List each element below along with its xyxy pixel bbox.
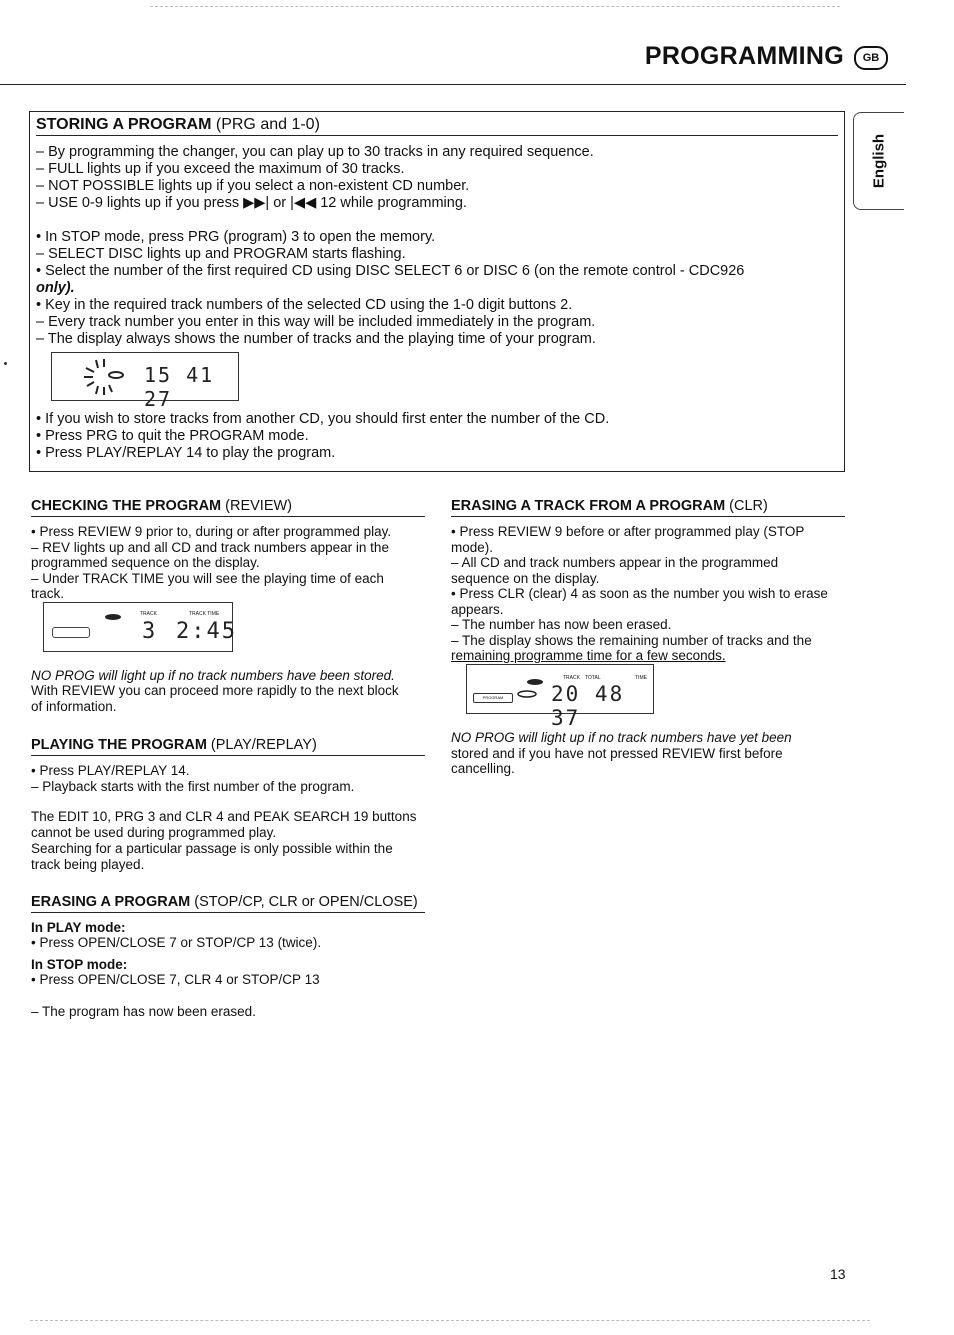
margin-dot bbox=[4, 362, 7, 365]
storing-line: – FULL lights up if you exceed the maximum of 30 tracks. bbox=[36, 161, 405, 177]
disc-flash-icon bbox=[82, 358, 132, 396]
storing-line: – SELECT DISC lights up and PROGRAM starts flashing. bbox=[36, 246, 406, 262]
track-time-label: TRACK TIME bbox=[189, 611, 220, 617]
storing-program-box bbox=[29, 111, 845, 472]
program-badge: PROGRAM bbox=[473, 693, 513, 703]
erasing-track-line: – All CD and track numbers appear in the programmed bbox=[451, 555, 779, 570]
disc-icon bbox=[104, 613, 122, 621]
playing-line: – Playback starts with the first number of the program. bbox=[31, 779, 355, 794]
storing-line: – The display always shows the number of tracks and the playing time of your program. bbox=[36, 331, 596, 347]
storing-line: – NOT POSSIBLE lights up if you select a non-existent CD number. bbox=[36, 178, 470, 194]
checking-line: – REV lights up and all CD and track numbers appear in the bbox=[31, 540, 389, 555]
storing-line: • Press PLAY/REPLAY 14 to play the program. bbox=[36, 445, 336, 461]
storing-line: • Press PRG to quit the PROGRAM mode. bbox=[36, 428, 309, 444]
play-mode-label: In PLAY mode: bbox=[31, 920, 126, 935]
erase-display bbox=[466, 664, 654, 730]
erasing-track-line: • Press CLR (clear) 4 as soon as the number you wish to erase bbox=[451, 586, 828, 601]
storing-line: – Every track number you enter in this way will be included immediately in the program. bbox=[36, 314, 596, 330]
storing-line: only). bbox=[36, 280, 75, 296]
checking-note: With REVIEW you can proceed more rapidly to the next block bbox=[31, 683, 399, 698]
erasing-track-line: appears. bbox=[451, 602, 504, 617]
erasing-track-heading-rest: (CLR) bbox=[725, 498, 768, 514]
storing-line: • Select the number of the first required CD using DISC SELECT 6 or DISC 6 (on the remote control - CDC926 bbox=[36, 263, 745, 279]
review-display bbox=[43, 602, 237, 652]
checking-note: NO PROG will light up if no track numbers have been stored. bbox=[31, 668, 395, 683]
erasing-program-heading bbox=[31, 894, 425, 913]
track-label: TRACK bbox=[563, 675, 580, 681]
storing-line: • In STOP mode, press PRG (program) 3 to open the memory. bbox=[36, 229, 436, 245]
rev-indicator bbox=[52, 627, 90, 638]
erase-result: – The program has now been erased. bbox=[31, 1004, 256, 1019]
page-title: PROGRAMMING bbox=[644, 42, 844, 70]
playing-note: The EDIT 10, PRG 3 and CLR 4 and PEAK SEARCH 19 buttons bbox=[31, 809, 417, 824]
header-rule bbox=[0, 84, 906, 85]
storing-line: • Key in the required track numbers of the selected CD using the 1-0 digit buttons 2. bbox=[36, 297, 573, 313]
scan-noise-bottom bbox=[30, 1320, 870, 1321]
erase-display-digits: 20 48 37 bbox=[551, 682, 625, 730]
playing-note: Searching for a particular passage is only possible within the bbox=[31, 841, 393, 856]
page-number: 13 bbox=[830, 1266, 846, 1282]
storing-program-heading bbox=[36, 116, 838, 136]
stop-mode-line: • Press OPEN/CLOSE 7, CLR 4 or STOP/CP 13 bbox=[31, 972, 320, 987]
erasing-track-line: – The display shows the remaining number of tracks and the bbox=[451, 633, 812, 648]
erasing-track-line: remaining programme time for a few seconds. bbox=[451, 648, 726, 663]
erasing-track-line: sequence on the display. bbox=[451, 571, 600, 586]
storing-heading-rest: (PRG and 1-0) bbox=[211, 116, 320, 133]
stop-mode-label: In STOP mode: bbox=[31, 957, 128, 972]
storing-line: – USE 0-9 lights up if you press ▶▶| or |◀◀ 12 while programming. bbox=[36, 195, 467, 211]
erasing-program-heading-rest: (STOP/CP, CLR or OPEN/CLOSE) bbox=[190, 894, 418, 910]
total-label: TOTAL bbox=[585, 675, 601, 681]
checking-line: track. bbox=[31, 586, 65, 601]
playing-heading-bold: PLAYING THE PROGRAM bbox=[31, 737, 207, 753]
language-tab bbox=[853, 112, 904, 210]
program-display-digits: 15 41 27 bbox=[144, 363, 215, 411]
checking-program-heading bbox=[31, 498, 425, 517]
region-badge: GB bbox=[854, 46, 888, 70]
track-label: TRACK bbox=[140, 611, 157, 617]
playing-note: track being played. bbox=[31, 857, 145, 872]
storing-heading-bold: STORING A PROGRAM bbox=[36, 116, 212, 133]
checking-note: of information. bbox=[31, 699, 117, 714]
playing-heading-rest: (PLAY/REPLAY) bbox=[206, 737, 317, 753]
checking-line: • Press REVIEW 9 prior to, during or after programmed play. bbox=[31, 524, 392, 539]
review-time-digits: 2:45 bbox=[176, 619, 237, 644]
playing-line: • Press PLAY/REPLAY 14. bbox=[31, 763, 190, 778]
erasing-track-note: cancelling. bbox=[451, 761, 515, 776]
playing-note: cannot be used during programmed play. bbox=[31, 825, 277, 840]
program-display bbox=[51, 352, 239, 411]
language-tab-label: English bbox=[870, 133, 888, 189]
scan-noise-top bbox=[150, 6, 840, 7]
erasing-track-line: • Press REVIEW 9 before or after programmed play (STOP bbox=[451, 524, 805, 539]
checking-line: programmed sequence on the display. bbox=[31, 555, 260, 570]
erasing-track-line: mode). bbox=[451, 540, 494, 555]
disc-icon bbox=[515, 677, 545, 701]
time-label: TIME bbox=[635, 675, 647, 681]
storing-line: – By programming the changer, you can play up to 30 tracks in any required sequence. bbox=[36, 144, 594, 160]
erasing-track-note: NO PROG will light up if no track numbers have yet been bbox=[451, 730, 792, 745]
checking-heading-bold: CHECKING THE PROGRAM bbox=[31, 498, 222, 514]
erasing-program-heading-bold: ERASING A PROGRAM bbox=[31, 894, 191, 910]
storing-line: • If you wish to store tracks from another CD, you should first enter the number of the CD. bbox=[36, 411, 610, 427]
erasing-track-note: stored and if you have not pressed REVIEW first before bbox=[451, 746, 783, 761]
erasing-track-heading bbox=[451, 498, 845, 517]
review-track-digit: 3 bbox=[142, 619, 158, 644]
checking-heading-rest: (REVIEW) bbox=[221, 498, 293, 514]
playing-program-heading bbox=[31, 737, 425, 756]
play-mode-line: • Press OPEN/CLOSE 7 or STOP/CP 13 (twice). bbox=[31, 935, 322, 950]
erasing-track-line: – The number has now been erased. bbox=[451, 617, 672, 632]
erasing-track-heading-bold: ERASING A TRACK FROM A PROGRAM bbox=[451, 498, 726, 514]
checking-line: – Under TRACK TIME you will see the playing time of each bbox=[31, 571, 384, 586]
